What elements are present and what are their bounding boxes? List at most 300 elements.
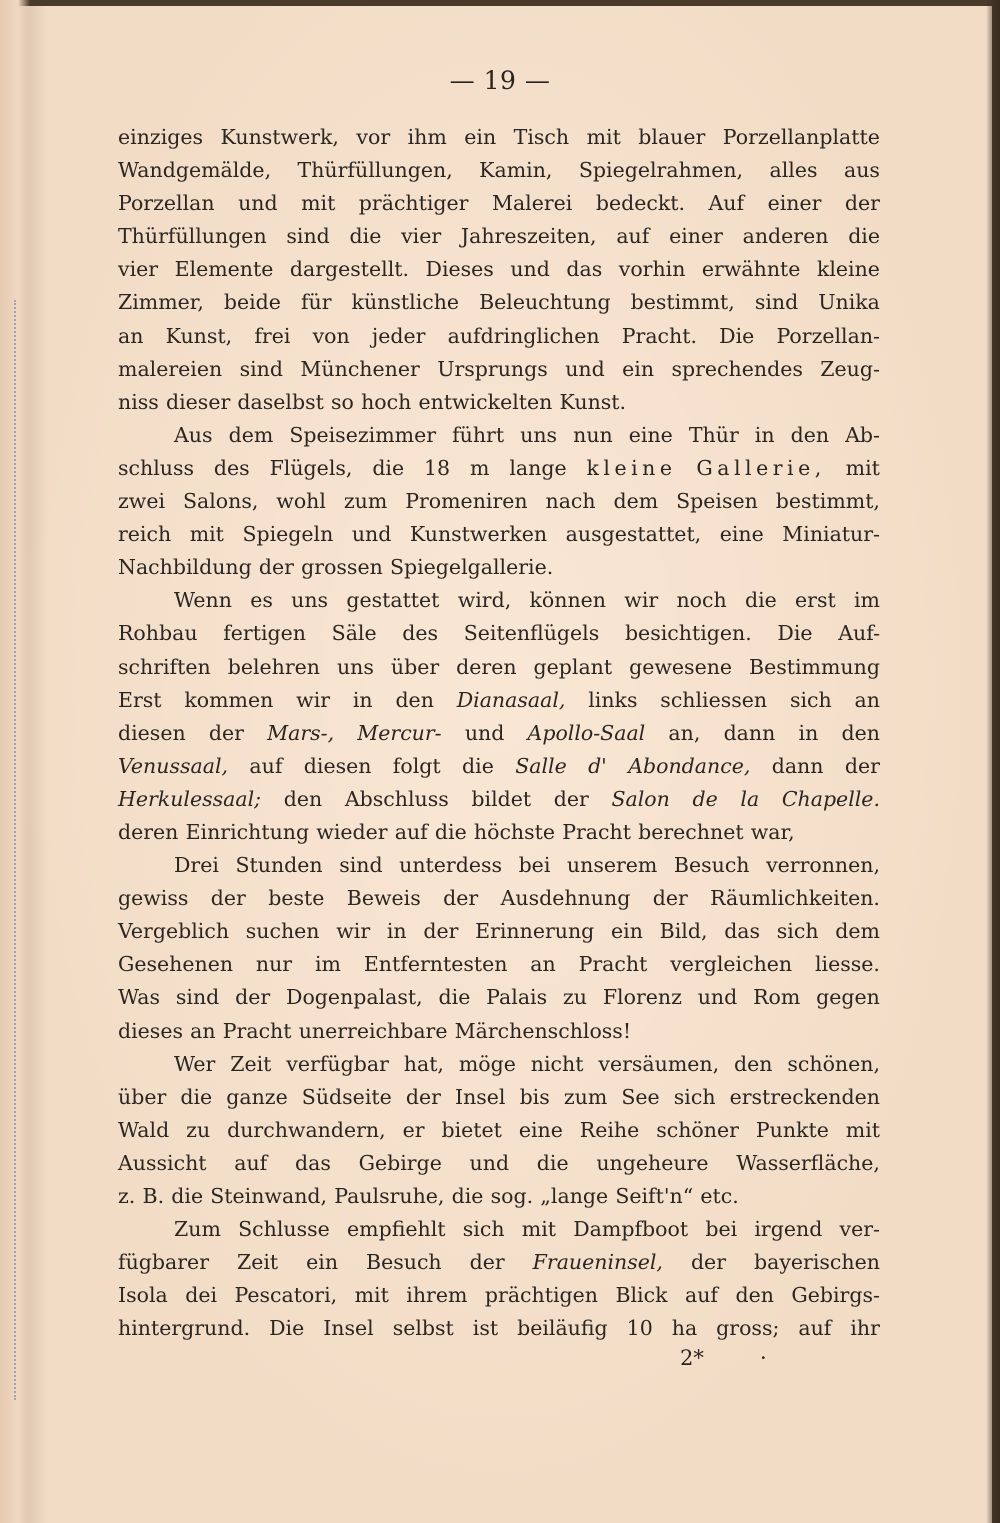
text-word: Vergeblich	[118, 919, 230, 944]
text-line	[118, 121, 880, 154]
text-word: sind	[286, 224, 330, 249]
text-word: führt	[452, 422, 505, 447]
text-word: zu	[562, 985, 587, 1010]
text-word: kleine	[586, 455, 677, 480]
text-word: uns	[520, 422, 558, 447]
text-word: Märchenschloss!	[454, 1018, 632, 1043]
text-word: Promeniren	[405, 489, 528, 514]
text-word: zu	[186, 1117, 211, 1142]
text-word: auf	[394, 819, 428, 844]
text-word: und	[697, 985, 738, 1010]
text-word: der	[652, 886, 688, 911]
text-word: Beleuchtung	[479, 290, 611, 315]
text-word: schöner	[656, 1117, 739, 1142]
text-word: Spiegelrahmen,	[578, 158, 744, 183]
text-word: Blick	[615, 1283, 668, 1308]
text-word: der	[258, 555, 294, 580]
text-word: eine	[628, 422, 673, 447]
text-word: Gebirgs-	[791, 1283, 880, 1308]
text-word: Abschluss	[344, 786, 449, 811]
text-word: und	[565, 356, 605, 381]
text-word: es	[250, 588, 273, 613]
text-line	[118, 1279, 880, 1312]
text-word: erwähnte	[701, 257, 801, 282]
text-word: daselbst	[237, 389, 324, 414]
text-word: auf	[616, 224, 650, 249]
text-word: geplant	[533, 654, 613, 679]
text-line	[118, 320, 880, 353]
text-line	[118, 1015, 880, 1048]
text-word: See	[621, 1084, 660, 1109]
text-word: Paulsruhe,	[334, 1184, 445, 1208]
text-word: z.	[118, 1184, 136, 1208]
text-word: irgend	[754, 1217, 823, 1242]
text-word: dieser	[165, 389, 231, 414]
text-word: Kunst,	[165, 323, 233, 348]
text-word: im	[854, 588, 880, 613]
text-word: diesen	[303, 753, 372, 778]
text-word: Die	[777, 621, 813, 646]
text-word: Kunst.	[559, 389, 627, 414]
text-word: das	[724, 919, 761, 944]
text-word: zum	[563, 1084, 608, 1109]
text-word: Wer	[174, 1051, 216, 1076]
text-word: Gesehenen	[118, 952, 234, 977]
text-word: Jahreszeiten,	[460, 224, 597, 249]
text-word: ihr	[850, 1316, 880, 1341]
text-word: selbst	[392, 1316, 454, 1341]
text-word: gestattet	[346, 588, 440, 613]
text-word: etc.	[700, 1184, 739, 1208]
text-word: Wandgemälde,	[118, 158, 272, 183]
text-word: mit	[301, 191, 336, 216]
text-word: sind	[339, 853, 383, 878]
text-word: Auf	[708, 191, 745, 216]
text-word: in	[352, 687, 373, 712]
text-word: Mercur-	[357, 720, 442, 745]
text-word: Spiegeln	[242, 522, 334, 547]
text-word: Kamin,	[479, 158, 553, 183]
text-word: aus	[843, 158, 880, 183]
text-word: prächtigen	[484, 1283, 598, 1308]
text-line	[118, 849, 880, 882]
text-word: den	[734, 1051, 773, 1076]
text-line	[118, 1081, 880, 1114]
text-line	[118, 518, 880, 551]
text-word: Beweis	[346, 886, 421, 911]
text-line	[118, 253, 880, 286]
text-word: ungeheure	[596, 1150, 709, 1175]
text-word: dann	[771, 753, 824, 778]
text-word: reich	[118, 522, 172, 547]
text-word: ihrem	[406, 1283, 468, 1308]
text-word: Porzellan	[118, 191, 215, 216]
text-word: Seitenflügels	[463, 621, 600, 646]
text-word: Flügels,	[269, 455, 353, 480]
text-word: vergleichen	[670, 952, 793, 977]
text-word: das	[294, 1150, 331, 1175]
text-word: der	[423, 919, 459, 944]
text-word: auf	[249, 753, 283, 778]
text-word: den	[395, 687, 434, 712]
text-word: mit	[586, 125, 621, 149]
text-word: an	[530, 952, 556, 977]
text-word: deren	[456, 654, 517, 679]
text-word: zwei	[118, 489, 166, 514]
text-line	[118, 1180, 880, 1213]
text-word: Tisch	[513, 125, 570, 149]
text-word: sich	[673, 1084, 716, 1109]
text-line	[118, 353, 880, 386]
text-word: und	[510, 257, 550, 282]
text-line	[118, 1147, 880, 1180]
text-word: in	[754, 422, 775, 447]
text-word: unerreichbare	[298, 1018, 448, 1043]
text-word: Südseite	[301, 1084, 392, 1109]
text-word: einer	[767, 191, 822, 216]
text-word: und	[238, 191, 278, 216]
text-word: berechnet	[638, 819, 744, 844]
text-word: Pescatori,	[234, 1283, 338, 1308]
text-word: Räumlichkeiten.	[710, 886, 880, 911]
text-word: Isola	[118, 1283, 168, 1308]
text-word: gewesene	[629, 654, 733, 679]
text-word: m	[470, 455, 490, 480]
text-word: Palais	[486, 985, 548, 1010]
text-word: beste	[268, 886, 325, 911]
text-word: einer	[669, 224, 723, 249]
text-word: so	[331, 389, 354, 414]
text-word: die	[536, 1150, 569, 1175]
text-word: Gebirge	[358, 1150, 442, 1175]
text-line	[118, 816, 880, 849]
text-word: zum	[343, 489, 388, 514]
text-word: Insel	[323, 1316, 374, 1341]
text-word: die	[372, 455, 405, 480]
text-word: hat,	[403, 1051, 444, 1076]
text-word: noch	[676, 588, 727, 613]
text-word: Kunstwerk,	[220, 125, 339, 149]
text-line	[118, 220, 880, 253]
text-word: Ab-	[845, 422, 880, 447]
text-word: fügbarer	[118, 1250, 209, 1275]
text-word: Punkte	[755, 1117, 829, 1142]
text-word: Speisezimmer	[289, 422, 437, 447]
text-word: Erinnerung	[475, 919, 595, 944]
text-word: Dampfboot	[573, 1217, 689, 1242]
text-word: mit	[521, 1217, 556, 1242]
text-word: niss	[118, 389, 159, 414]
text-word: d'	[588, 753, 607, 778]
text-word: der	[405, 1084, 441, 1109]
text-word: suchen	[245, 919, 320, 944]
text-word: 18	[424, 455, 451, 480]
text-word: in	[798, 720, 819, 745]
text-word: höchste	[473, 819, 556, 844]
text-word: die	[438, 985, 471, 1010]
text-word: Steinwand,	[210, 1184, 328, 1208]
text-word: schönen,	[787, 1051, 880, 1076]
text-word: Herkulessaal;	[118, 786, 262, 811]
text-word: kommen	[184, 687, 274, 712]
text-word: künstliche	[351, 290, 460, 315]
text-word: dargestellt.	[289, 257, 410, 282]
text-word: sich	[789, 687, 832, 712]
text-word: Aussicht	[118, 1150, 207, 1175]
text-word: Rohbau	[118, 621, 198, 646]
text-word: dieses	[118, 1018, 183, 1043]
text-word: uns	[336, 654, 374, 679]
text-word: de	[692, 786, 718, 811]
text-word: Dieses	[425, 257, 494, 282]
text-word: die	[451, 1184, 484, 1208]
text-word: die	[171, 1184, 204, 1208]
text-word: Reihe	[579, 1117, 640, 1142]
text-word: der	[469, 1250, 505, 1275]
text-word: versäumen,	[598, 1051, 720, 1076]
text-line	[118, 1114, 880, 1147]
page-binding-edge	[0, 0, 30, 1523]
text-word: ein	[306, 1250, 339, 1275]
text-word: Pracht.	[621, 323, 697, 348]
text-word: folgt	[392, 753, 441, 778]
signature-mark: 2*	[680, 1346, 704, 1370]
text-word: Bild,	[659, 919, 708, 944]
text-word: verronnen,	[766, 853, 880, 878]
text-word: Säle	[331, 621, 377, 646]
text-word: eine	[719, 522, 764, 547]
text-word: frei	[254, 323, 291, 348]
text-word: Zum	[174, 1217, 221, 1242]
text-word: sog.	[490, 1184, 534, 1208]
text-word: hoch	[361, 389, 412, 414]
text-word: Dianasaal,	[456, 687, 566, 712]
text-word: Thürfüllungen	[118, 224, 267, 249]
text-word: Spiegelgallerie.	[389, 555, 554, 580]
text-word: Wenn	[174, 588, 232, 613]
body-text	[118, 121, 880, 1345]
text-word: Fraueninsel,	[532, 1250, 663, 1275]
text-word: 10	[626, 1316, 653, 1341]
text-word: Dogenpalast,	[286, 985, 423, 1010]
text-word: auf	[234, 1150, 268, 1175]
text-word: sind	[175, 985, 220, 1010]
text-word: bis	[519, 1084, 550, 1109]
text-word: Besuch	[673, 853, 750, 878]
text-word: ganze	[226, 1084, 288, 1109]
text-word: Abondance,	[628, 753, 751, 778]
text-word: bietet	[441, 1117, 502, 1142]
text-word: und	[464, 720, 505, 745]
text-word: Einrichtung	[185, 819, 310, 844]
page-number: — 19 —	[449, 66, 551, 95]
text-word: Mars-,	[267, 720, 335, 745]
text-word: belehren	[227, 654, 320, 679]
text-word: wieder	[316, 819, 388, 844]
text-line	[118, 981, 880, 1014]
text-word: sind	[754, 290, 799, 315]
text-word: kleine	[816, 257, 880, 282]
text-line	[118, 750, 880, 783]
text-word: Salons,	[182, 489, 259, 514]
text-word: und	[469, 1150, 510, 1175]
text-line	[118, 452, 880, 485]
text-word: la	[740, 786, 760, 811]
text-word: schriften	[118, 654, 211, 679]
text-word: der	[844, 753, 880, 778]
text-line	[118, 882, 880, 915]
text-word: Porzellanplatte	[722, 125, 880, 149]
text-line	[118, 386, 880, 419]
text-word: war,	[750, 819, 795, 844]
text-word: wir	[336, 919, 371, 944]
text-word: wohl	[276, 489, 326, 514]
text-word: Die	[269, 1316, 305, 1341]
text-word: an	[118, 323, 144, 348]
text-word: bildet	[471, 786, 532, 811]
text-word: den	[283, 786, 323, 811]
text-line	[118, 1048, 880, 1081]
text-word: das	[566, 257, 603, 282]
text-word: empfiehlt	[347, 1217, 446, 1242]
text-word: einziges	[118, 125, 204, 149]
text-word: des	[213, 455, 250, 480]
text-word: ihm	[407, 125, 447, 149]
text-word: die	[349, 224, 382, 249]
text-word: Kunstwerken	[409, 522, 548, 547]
text-word: nach	[545, 489, 596, 514]
text-word: der	[235, 985, 271, 1010]
text-word: den	[790, 422, 830, 447]
text-word: mit	[845, 455, 880, 480]
text-word: hintergrund.	[118, 1316, 251, 1341]
text-word: können	[529, 588, 607, 613]
text-word: möge	[458, 1051, 516, 1076]
text-line	[118, 187, 880, 220]
text-line	[118, 617, 880, 650]
text-word: Aus	[174, 422, 213, 447]
text-word: der	[690, 1250, 726, 1275]
text-line	[118, 419, 880, 452]
text-word: über	[390, 654, 440, 679]
text-word: Pracht	[578, 952, 648, 977]
text-word: liesse.	[814, 952, 880, 977]
text-word: Apollo-Saal	[527, 720, 646, 745]
text-word: malereien	[118, 356, 223, 381]
text-word: Pracht	[562, 819, 631, 844]
text-word: jeder	[371, 323, 426, 348]
text-line	[118, 286, 880, 319]
text-word: Schlusse	[238, 1217, 330, 1242]
text-word: Nachbildung	[118, 555, 252, 580]
text-word: sind	[239, 356, 283, 381]
text-line	[118, 717, 880, 750]
text-word: Ausdehnung	[500, 886, 631, 911]
text-word: ein	[464, 125, 497, 149]
text-word: wir	[624, 588, 659, 613]
text-line	[118, 1312, 880, 1345]
text-word: grossen	[301, 555, 383, 580]
text-word: Wasserfläche,	[736, 1150, 880, 1175]
text-word: schliessen	[660, 687, 768, 712]
text-word: Thürfüllungen,	[297, 158, 453, 183]
text-word: erstreckenden	[729, 1084, 880, 1109]
text-word: Salon	[611, 786, 670, 811]
text-word: deren	[118, 819, 179, 844]
text-word: an,	[668, 720, 701, 745]
text-word: die	[434, 819, 467, 844]
text-word: auf	[798, 1316, 832, 1341]
text-word: prächtiger	[358, 191, 469, 216]
text-word: alles	[769, 158, 818, 183]
text-word: entwickelten	[418, 389, 553, 414]
text-word: bestimmt,	[630, 290, 735, 315]
text-line	[118, 551, 880, 584]
text-word: bayerischen	[753, 1250, 880, 1275]
text-word: Gallerie,	[696, 455, 826, 480]
text-word: verfügbar	[286, 1051, 389, 1076]
text-word: Zeug-	[820, 356, 880, 381]
text-word: erst	[795, 588, 836, 613]
text-word: gross;	[716, 1316, 780, 1341]
text-word: „lange	[540, 1184, 609, 1208]
text-word: Pracht	[222, 1018, 292, 1043]
text-line	[118, 154, 880, 187]
text-word: für	[300, 290, 332, 315]
text-word: blauer	[638, 125, 706, 149]
text-word: Venussaal,	[118, 753, 229, 778]
text-word: B.	[142, 1184, 165, 1208]
text-word: beiläufig	[517, 1316, 608, 1341]
text-word: uns	[291, 588, 329, 613]
text-word: die	[744, 588, 777, 613]
text-line	[118, 915, 880, 948]
text-word: sich	[462, 1217, 505, 1242]
text-word: dem	[613, 489, 659, 514]
text-word: die	[848, 224, 880, 249]
text-word: fertigen	[223, 621, 306, 646]
text-word: ver-	[839, 1217, 880, 1242]
text-word: bedeckt.	[595, 191, 686, 216]
text-word: Salle	[515, 753, 567, 778]
text-word: unterdess	[399, 853, 503, 878]
text-word: bei	[705, 1217, 738, 1242]
text-word: links	[588, 687, 638, 712]
text-line	[118, 1246, 880, 1279]
text-word: Thür	[688, 422, 739, 447]
text-word: über	[118, 1084, 167, 1109]
text-word: durchwandern,	[227, 1117, 386, 1142]
text-word: und	[351, 522, 392, 547]
text-word: sich	[776, 919, 819, 944]
text-word: Besuch	[366, 1250, 442, 1275]
text-word: der	[443, 886, 479, 911]
text-word: diesen	[118, 720, 186, 745]
text-word: dei	[185, 1283, 218, 1308]
text-line	[118, 584, 880, 617]
text-word: Auf-	[838, 621, 880, 646]
text-word: Florenz	[602, 985, 682, 1010]
text-word: den	[841, 720, 880, 745]
text-word: Entferntesten	[363, 952, 508, 977]
text-word: ein	[611, 919, 643, 944]
text-word: Erst	[118, 687, 162, 712]
text-word: Porzellan-	[776, 323, 880, 348]
text-word: Zeit	[236, 1250, 279, 1275]
text-word: lange	[509, 455, 567, 480]
text-line	[118, 1213, 880, 1246]
text-word: die	[462, 753, 494, 778]
